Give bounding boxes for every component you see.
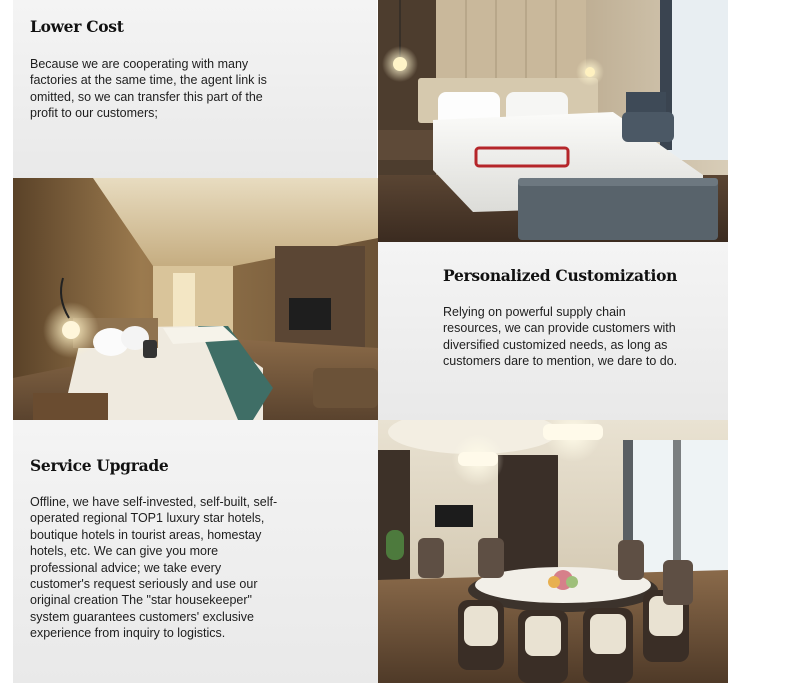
personalized-title: Personalized Customization bbox=[443, 266, 678, 285]
personalized-text: Relying on powerful supply chain resources, we can provide customers with diversified customized needs, as long as customers dare to mention, we dare to do. bbox=[443, 305, 678, 369]
dining-hall-photo bbox=[378, 420, 728, 683]
service-upgrade-text: Offline, we have self-invested, self-built, self-operated regional TOP1 luxury star hotels, boutique hotels in tourist areas, homestay hotels, etc. We can give you more professional advice; we take every customer's request seriously and use our original creation The "star housekeeper" system guarantees customers' exclusive experience from inquiry to logistics. bbox=[30, 495, 278, 641]
lower-cost-title: Lower Cost bbox=[30, 17, 124, 36]
lower-cost-panel bbox=[13, 0, 377, 178]
twin-room-photo bbox=[13, 178, 378, 420]
bedroom-photo bbox=[378, 0, 728, 242]
lower-cost-text: Because we are cooperating with many factories at the same time, the agent link is omitted, so we can transfer this part of the profit to our customers; bbox=[30, 57, 267, 121]
personalized-panel bbox=[378, 242, 728, 420]
service-upgrade-panel bbox=[13, 420, 378, 683]
service-upgrade-title: Service Upgrade bbox=[30, 456, 169, 475]
